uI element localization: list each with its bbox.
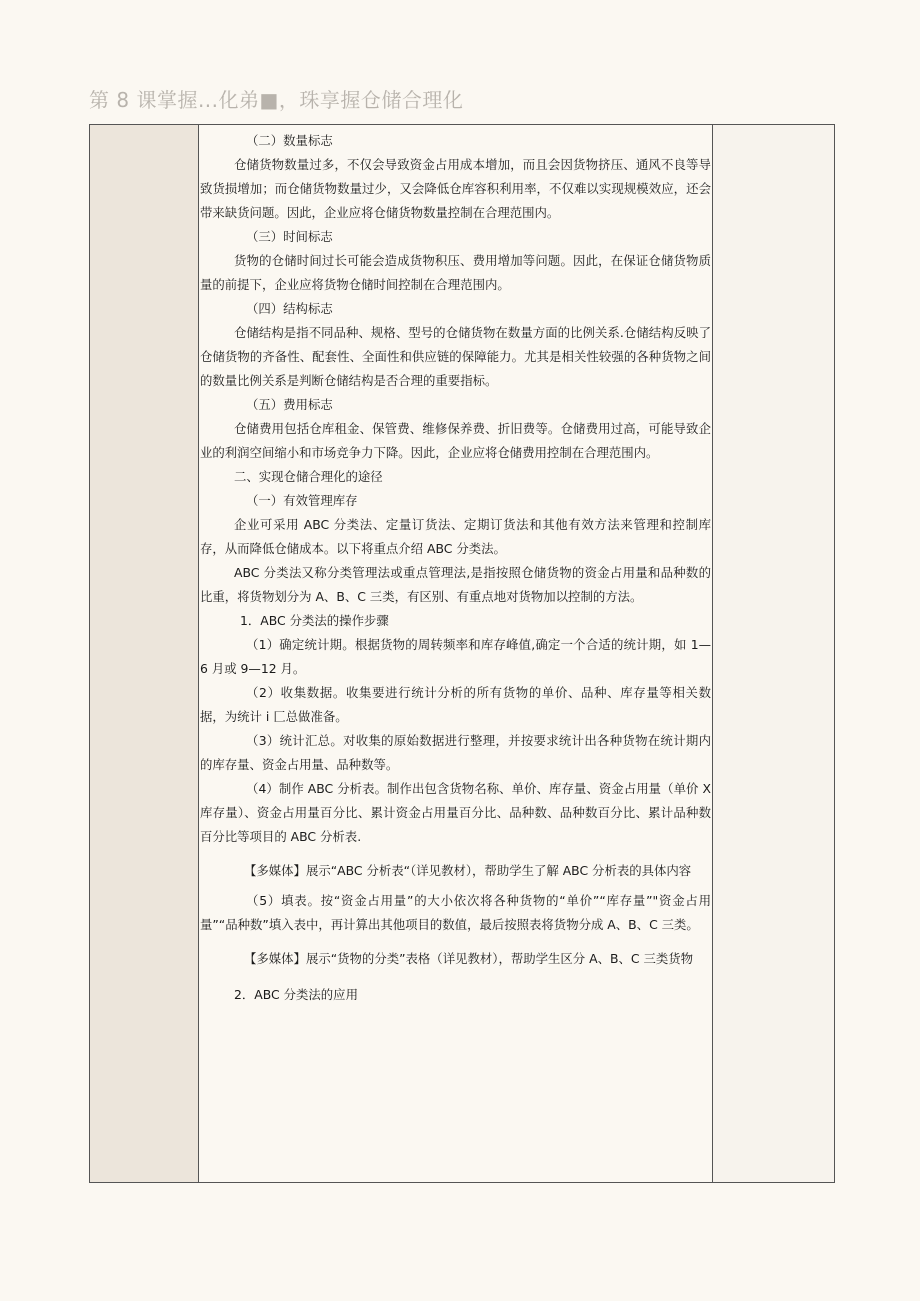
- heading-cost: （五）费用标志: [246, 397, 333, 412]
- table-right-column: [712, 125, 834, 1182]
- multimedia-note: 【多媒体】展示“ABC 分析表“（详见教材），帮助学生了解 ABC 分析表的具体内容: [244, 863, 692, 878]
- table-left-column: [90, 125, 199, 1182]
- table-content-column: [199, 125, 712, 1182]
- paragraph: 仓储结构是指不同品种、规格、型号的仓储货物在数量方面的比例关系.仓储结构反映了仓储货物的齐备性、配套性、全面性和供应链的保障能力。尤其是相关性较强的各种货物之间的数量比例关系是判断仓储结构是否合理的重要指标。: [200, 325, 711, 388]
- step-item: （1）确定统计期。根据货物的周转频率和库存峰值,确定一个合适的统计期，如 1—6 月或 9—12 月。: [200, 637, 711, 676]
- step-item: （2）收集数据。收集要进行统计分析的所有货物的单价、品种、库存量等相关数据，为统计 i 匚总做准备。: [200, 685, 711, 724]
- subsection-heading: 2．ABC 分类法的应用: [234, 987, 358, 1002]
- heading-inventory: （一）有效管理库存: [246, 493, 358, 508]
- paragraph: 仓储货物数量过多，不仅会导致资金占用成本增加，而且会因货物挤压、通风不良等导致货损增加；而仓储货物数量过少，又会降低仓库容积利用率，不仅难以实现规模效应，还会带来缺货问题。因此，企业应将仓储货物数量控制在合理范围内。: [200, 157, 711, 220]
- heading-structure: （四）结构标志: [246, 301, 333, 316]
- page-title: 第 8 课掌握...化弟■，珠享握仓储合理化: [89, 88, 464, 112]
- step-item: （3）统计汇总。对收集的原始数据进行整理，并按要求统计出各种货物在统计期内的库存量、资金占用量、品种数等。: [200, 733, 711, 772]
- paragraph: ABC 分类法又称分类管理法或重点管理法,是指按照仓储货物的资金占用量和品种数的比重，将货物划分为 A、B、C 三类，有区别、有重点地对货物加以控制的方法。: [200, 565, 711, 604]
- section-heading: 二、实现仓储合理化的途径: [234, 469, 383, 484]
- heading-quantity: （二）数量标志: [246, 133, 333, 148]
- multimedia-note: 【多媒体】展示“货物的分类”表格（详见教材），帮助学生区分 A、B、C 三类货物: [244, 951, 694, 966]
- paragraph: 货物的仓储时间过长可能会造成货物积压、费用增加等问题。因此，在保证仓储货物质量的前提下，企业应将货物仓储时间控制在合理范围内。: [200, 253, 711, 292]
- step-item: （4）制作 ABC 分析表。制作出包含货物名称、单价、库存量、资金占用量（单价 X 库存量）、资金占用量百分比、累计资金占用量百分比、品种数、品种数百分比、累计品种数百分比等项目的 ABC 分析表.: [200, 781, 711, 844]
- paragraph: 企业可采用 ABC 分类法、定量订货法、定期订货法和其他有效方法来管理和控制库存，从而降低仓储成本。以下将重点介绍 ABC 分类法。: [200, 517, 711, 556]
- lesson-table: [89, 124, 835, 1183]
- heading-time: （三）时间标志: [246, 229, 333, 244]
- subsection-heading: 1．ABC 分类法的操作步骤: [240, 613, 389, 628]
- step-item: （5）填表。按“资金占用量”的大小依次将各种货物的“单价”“库存量”"资金占用量”“品种数”填入表中，再计算出其他项目的数值，最后按照表将货物分成 A、B、C 三类。: [200, 893, 711, 932]
- paragraph: 仓储费用包括仓库租金、保管费、维修保养费、折旧费等。仓储费用过高，可能导致企业的利润空间缩小和市场竞争力下降。因此，企业应将仓储费用控制在合理范围内。: [200, 421, 711, 460]
